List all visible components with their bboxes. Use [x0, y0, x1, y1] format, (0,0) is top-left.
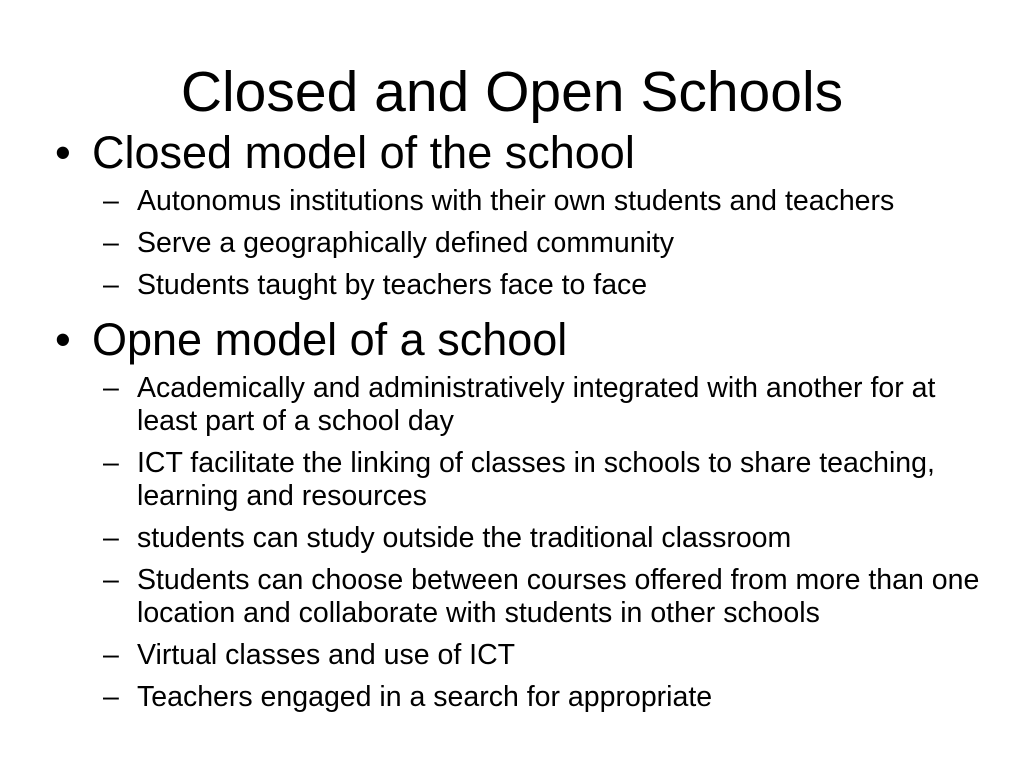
sub-marker: –: [103, 681, 119, 713]
sub-marker: –: [103, 372, 119, 404]
sub-item: [0, 185, 1024, 218]
bullet-text: Opne model of a school: [92, 314, 568, 365]
sub-item: [0, 447, 1024, 513]
slide-title: Closed and Open Schools: [180, 60, 844, 124]
sub-item: [0, 372, 1024, 438]
slide-content: [0, 126, 1024, 714]
sub-marker: –: [103, 185, 119, 217]
bullet-marker: •: [55, 314, 71, 365]
sub-marker: –: [103, 522, 119, 554]
sub-item: [0, 681, 1024, 714]
sub-item-text: Students taught by teachers face to face: [137, 269, 648, 301]
sub-item-text: Virtual classes and use of ICT: [137, 639, 516, 671]
sub-item: [0, 269, 1024, 302]
sub-item: [0, 227, 1024, 260]
sub-item-text: Serve a geographically defined community: [137, 227, 675, 259]
sub-item-text: Teachers engaged in a search for appropriate: [137, 681, 713, 713]
sub-marker: –: [103, 269, 119, 301]
sub-item-text: Autonomus institutions with their own students and teachers: [137, 185, 895, 217]
sub-marker: –: [103, 447, 119, 479]
sub-marker: –: [103, 639, 119, 671]
bullet-open-model: [0, 313, 1024, 367]
sub-item-text: students can study outside the traditional classroom: [137, 522, 792, 554]
bullet-text: Closed model of the school: [92, 127, 635, 178]
sub-item-text: Students can choose between courses offered from more than one location and collaborate with students in other schools: [137, 564, 980, 629]
sub-item: [0, 564, 1024, 630]
sub-marker: –: [103, 564, 119, 596]
sub-item: [0, 522, 1024, 555]
sub-item: [0, 639, 1024, 672]
bullet-closed-model: [0, 126, 1024, 180]
sub-item-text: ICT facilitate the linking of classes in schools to share teaching, learning and resources: [137, 447, 935, 512]
sub-marker: –: [103, 227, 119, 259]
bullet-marker: •: [55, 127, 71, 178]
sub-item-text: Academically and administratively integrated with another for at least part of a school day: [137, 372, 936, 437]
